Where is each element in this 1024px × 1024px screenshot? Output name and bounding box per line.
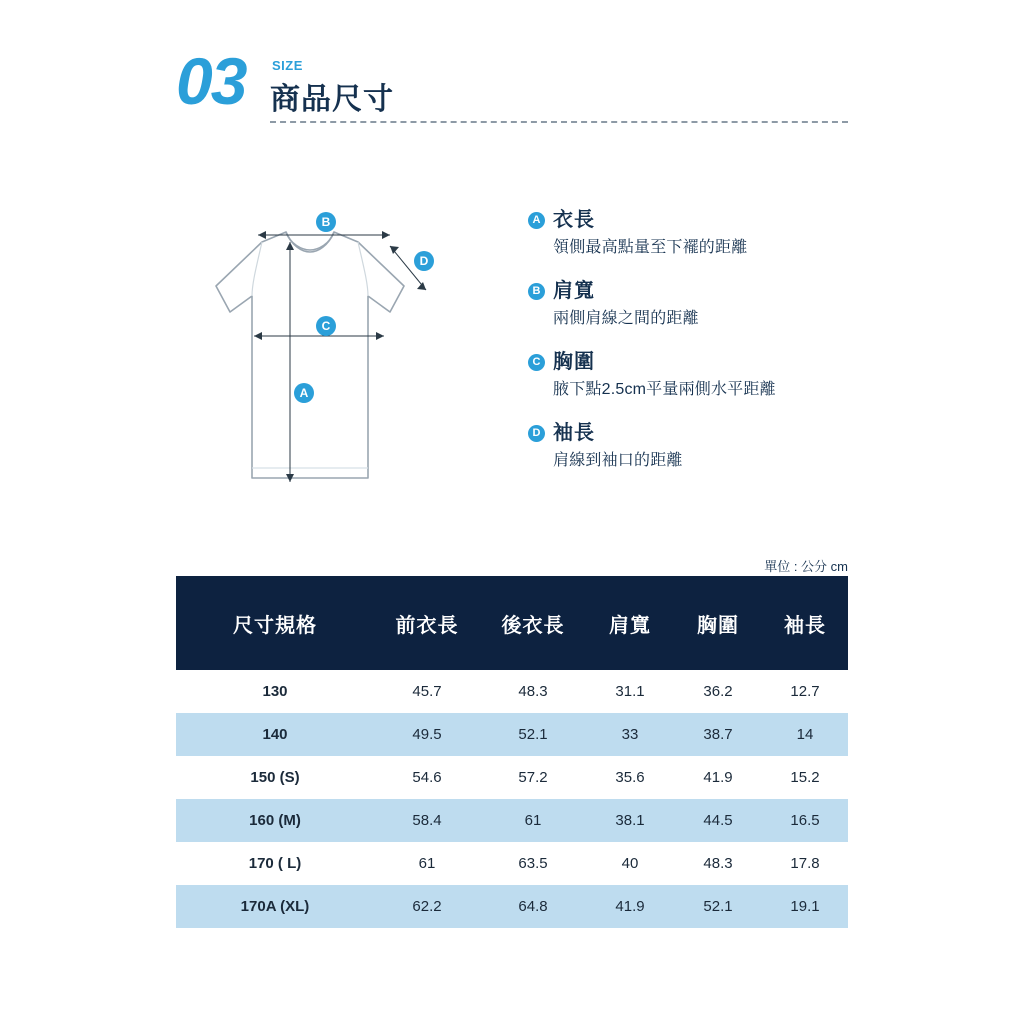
table-cell-size: 170A (XL) <box>176 885 374 928</box>
legend-badge-b: B <box>528 283 545 300</box>
legend-desc-b: 兩側肩線之間的距離 <box>553 310 699 327</box>
table-cell: 41.9 <box>703 769 733 786</box>
legend-desc-d: 肩線到袖口的距離 <box>553 452 683 469</box>
table-cell-size: 130 <box>262 683 288 700</box>
legend-title-d: 袖長 <box>553 422 595 444</box>
page-title: 商品尺寸 <box>270 83 394 116</box>
table-row <box>176 885 848 928</box>
legend-title-a: 衣長 <box>553 209 595 231</box>
table-cell: 44.5 <box>674 799 762 842</box>
table-row <box>176 670 848 713</box>
legend-item-b <box>528 279 888 329</box>
table-header-cell: 尺寸規格 <box>176 576 374 670</box>
legend-badge-d: D <box>528 425 545 442</box>
diagram-marker-d: D <box>414 251 434 271</box>
table-cell: 41.9 <box>586 885 674 928</box>
table-cell: 36.2 <box>703 683 733 700</box>
table-cell: 35.6 <box>615 769 645 786</box>
table-cell: 62.2 <box>374 885 480 928</box>
table-cell-size: 150 (S) <box>250 769 300 786</box>
table-cell: 19.1 <box>762 885 848 928</box>
table-header-row <box>176 576 848 670</box>
table-cell-size: 170 ( L) <box>248 855 302 872</box>
table-cell: 48.3 <box>703 855 733 872</box>
legend-item-a <box>528 208 888 258</box>
table-cell: 64.8 <box>480 885 586 928</box>
section-number: 03 <box>176 44 246 118</box>
unit-note: 單位 : 公分 cm <box>764 559 848 574</box>
garment-diagram <box>190 190 490 520</box>
table-row <box>176 756 848 799</box>
table-cell: 52.1 <box>480 713 586 756</box>
diagram-marker-c: C <box>316 316 336 336</box>
legend-badge-a: A <box>528 212 545 229</box>
legend-item-c <box>528 350 888 400</box>
table-cell: 52.1 <box>674 885 762 928</box>
table-cell: 40 <box>621 855 639 872</box>
table-cell: 12.7 <box>790 683 820 700</box>
diagram-marker-a: A <box>294 383 314 403</box>
table-cell: 49.5 <box>374 713 480 756</box>
table-cell: 57.2 <box>518 769 548 786</box>
section-kicker: SIZE <box>272 58 303 73</box>
legend-badge-c: C <box>528 354 545 371</box>
table-cell: 17.8 <box>790 855 820 872</box>
table-row <box>176 842 848 885</box>
table-cell: 38.7 <box>674 713 762 756</box>
table-header-cell: 胸圍 <box>674 576 762 670</box>
table-cell: 61 <box>418 855 436 872</box>
page-header <box>176 44 848 128</box>
header-divider <box>270 121 848 123</box>
legend-title-c: 胸圍 <box>553 351 595 373</box>
table-header-cell: 袖長 <box>762 576 848 670</box>
table-cell: 15.2 <box>790 769 820 786</box>
table-cell-size: 140 <box>176 713 374 756</box>
size-table <box>176 576 848 928</box>
table-row <box>176 713 848 756</box>
table-cell: 33 <box>586 713 674 756</box>
legend-desc-c: 腋下點2.5cm平量兩側水平距離 <box>553 381 776 398</box>
table-cell: 58.4 <box>374 799 480 842</box>
table-cell: 31.1 <box>615 683 645 700</box>
table-cell: 54.6 <box>412 769 442 786</box>
measurement-legend <box>528 208 888 492</box>
legend-title-b: 肩寬 <box>553 280 595 302</box>
legend-desc-a: 領側最高點量至下襬的距離 <box>553 239 748 256</box>
table-cell: 14 <box>762 713 848 756</box>
table-header-cell: 後衣長 <box>480 576 586 670</box>
table-cell: 48.3 <box>518 683 548 700</box>
table-cell: 45.7 <box>412 683 442 700</box>
diagram-marker-b: B <box>316 212 336 232</box>
table-header-cell: 前衣長 <box>374 576 480 670</box>
tshirt-illustration <box>190 190 490 520</box>
table-cell: 63.5 <box>518 855 548 872</box>
legend-item-d <box>528 421 888 471</box>
table-cell: 61 <box>480 799 586 842</box>
table-cell: 16.5 <box>762 799 848 842</box>
table-cell: 38.1 <box>586 799 674 842</box>
table-header-cell: 肩寬 <box>586 576 674 670</box>
table-row <box>176 799 848 842</box>
table-cell-size: 160 (M) <box>176 799 374 842</box>
